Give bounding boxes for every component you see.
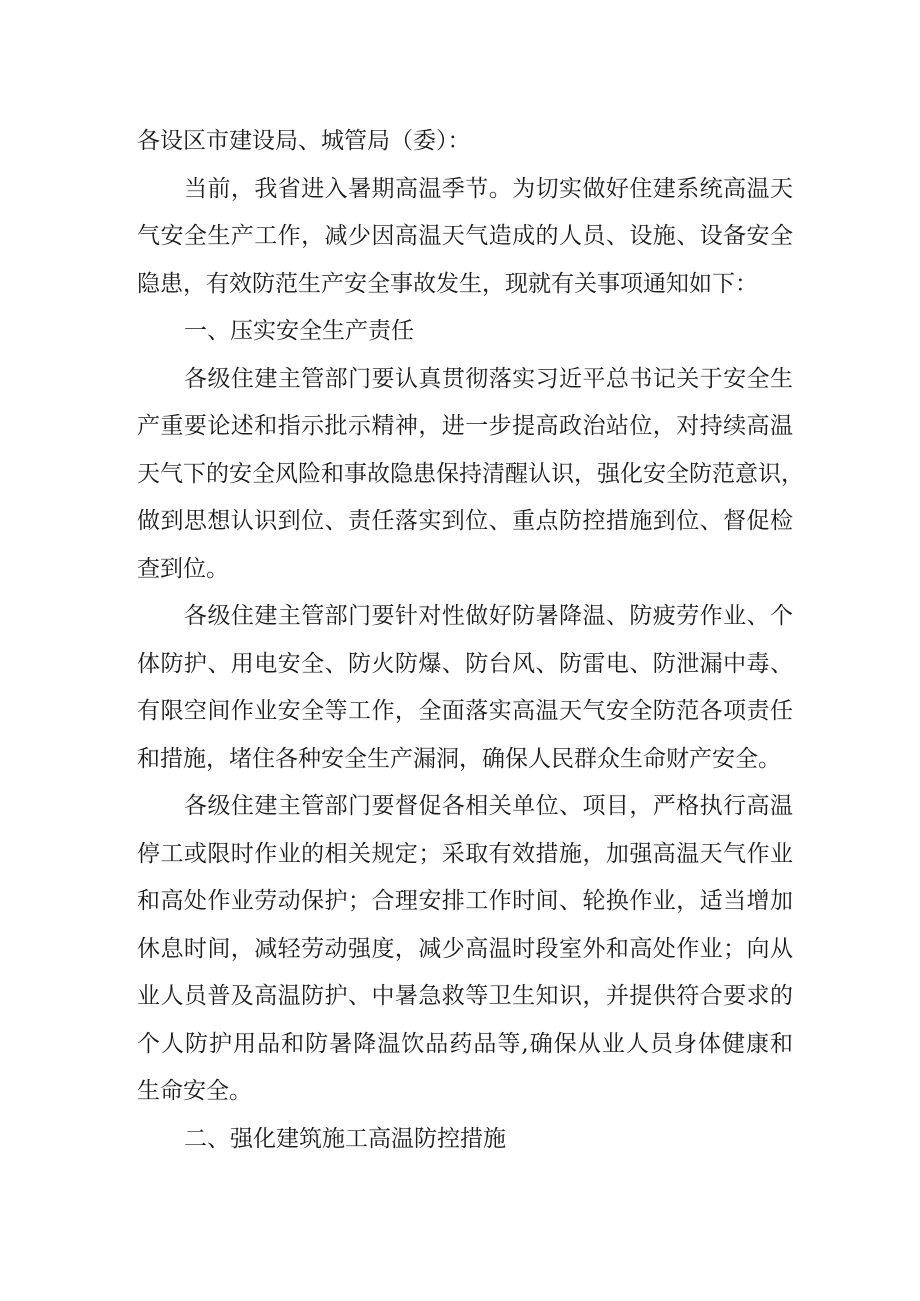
paragraph-line: 各级住建主管部门要认真贯彻落实习近平总书记关于安全生 [184,365,793,392]
paragraph-line: 体防护、用电安全、防火防爆、防台风、防雷电、防泄漏中毒、 [137,650,793,677]
paragraph-line: 做到思想认识到位、责任落实到位、重点防控措施到位、督促检 [137,508,793,534]
paragraph-line: 各级住建主管部门要督促各相关单位、项目，严格执行高温 [184,793,793,819]
paragraph-line: 天气下的安全风险和事故隐患保持清醒认识，强化安全防范意识， [137,460,804,487]
paragraph-line: 停工或限时作业的相关规定；采取有效措施，加强高温天气作业 [137,840,793,867]
paragraph-line: 休息时间，减轻劳动强度，减少高温时段室外和高处作业；向从 [137,935,793,962]
paragraph-line: 产重要论述和指示批示精神，进一步提高政治站位，对持续高温 [137,413,793,439]
paragraph-line: 业人员普及高温防护、中暑急救等卫生知识，并提供符合要求的 [137,983,793,1009]
intro-line: 气安全生产工作，减少因高温天气造成的人员、设施、设备安全 [137,223,793,249]
paragraph-line: 个人防护用品和防暑降温饮品药品等,确保从业人员身体健康和 [137,1030,793,1057]
paragraph-line: 和措施，堵住各种安全生产漏洞，确保人民群众生命财产安全。 [137,745,781,772]
paragraph-line: 生命安全。 [137,1078,252,1104]
salutation: 各设区市建设局、城管局（委）： [137,128,471,154]
paragraph-line: 各级住建主管部门要针对性做好防暑降温、防疲劳作业、个 [184,603,793,629]
section-heading-1: 一、压实安全生产责任 [184,318,414,344]
intro-line: 当前，我省进入暑期高温季节。为切实做好住建系统高温天 [184,175,793,202]
paragraph-line: 有限空间作业安全等工作，全面落实高温天气安全防范各项责任 [137,698,793,724]
paragraph-line: 和高处作业劳动保护；合理安排工作时间、轮换作业，适当增加 [137,888,793,914]
document-page [137,118,804,1163]
paragraph-line: 查到位。 [137,555,229,582]
section-heading-2: 二、强化建筑施工高温防控措施 [184,1125,506,1152]
intro-line: 隐患，有效防范生产安全事故发生，现就有关事项通知如下： [137,270,758,297]
